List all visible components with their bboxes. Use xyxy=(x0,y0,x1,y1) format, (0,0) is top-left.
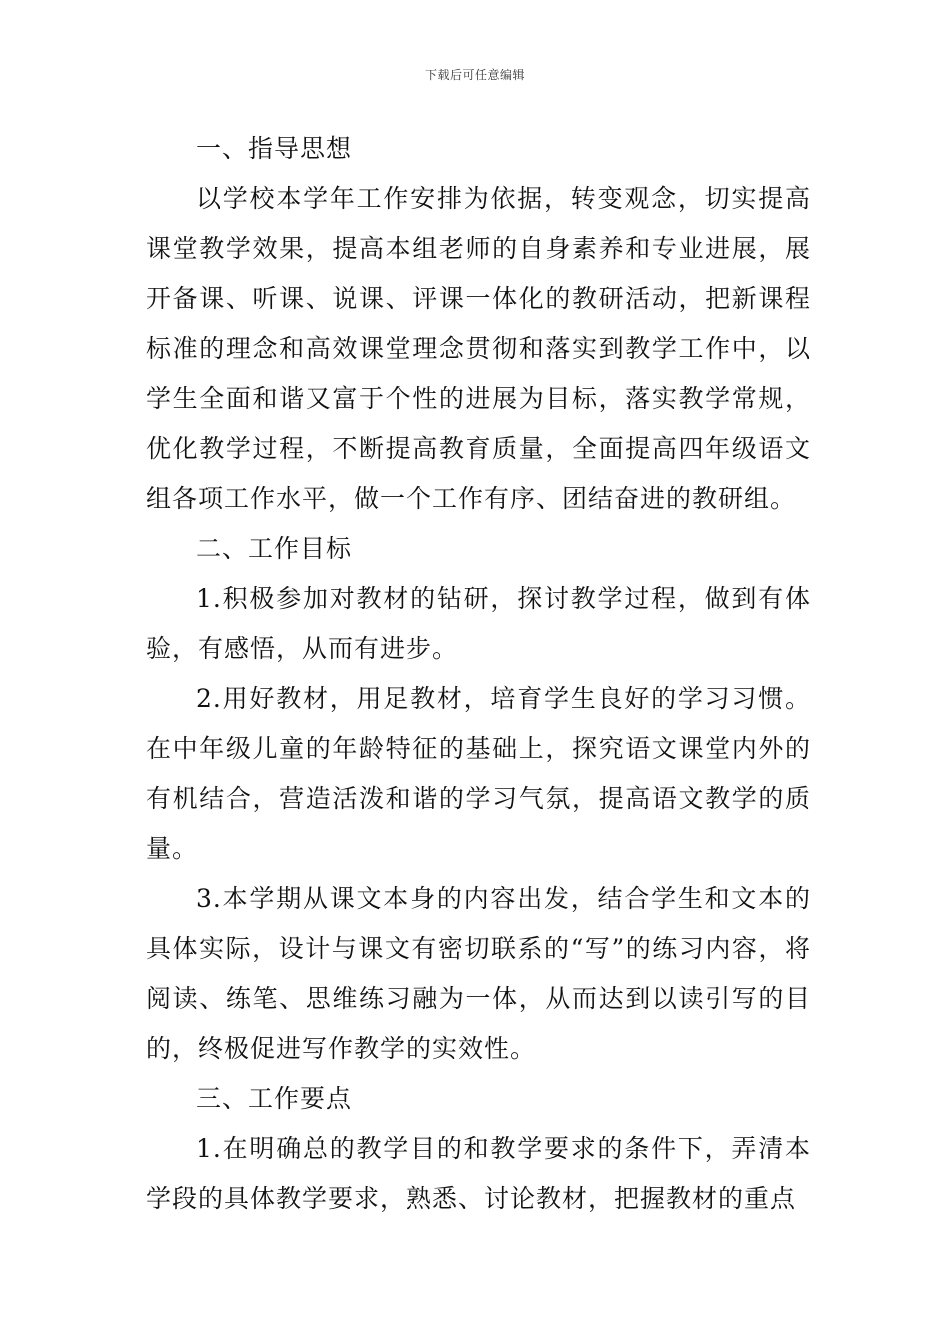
section-heading-guiding-ideology: 一、指导思想 xyxy=(196,134,353,163)
paragraph-goal-3: 3.本学期从课文本身的内容出发，结合学生和文本的具体实际，设计与课文有密切联系的“写”的练习内容，将阅读、练笔、思维练习融为一体，从而达到以读引写的目的，终极促进写作教学的实效性。 xyxy=(146,884,811,1063)
section-heading-work-points: 三、工作要点 xyxy=(196,1084,353,1113)
section-heading-work-goals: 二、工作目标 xyxy=(196,534,353,563)
paragraph-goal-2: 2.用好教材，用足教材，培育学生良好的学习习惯。在中年级儿童的年龄特征的基础上，探究语文课堂内外的有机结合，营造活泼和谐的学习气氛，提高语文教学的质量。 xyxy=(146,684,811,863)
paragraph-point-1: 1.在明确总的教学目的和教学要求的条件下，弄清本学段的具体教学要求，熟悉、讨论教材，把握教材的重点 xyxy=(146,1134,811,1213)
page-header: 下载后可任意编辑 xyxy=(424,68,525,82)
paragraph-guiding-ideology: 以学校本学年工作安排为依据，转变观念，切实提高课堂教学效果，提高本组老师的自身素养和专业进展，展开备课、听课、说课、评课一体化的教研活动，把新课程标准的理念和高效课堂理念贯彻和落实到教学工作中，以学生全面和谐又富于个性的进展为目标，落实教学常规，优化教学过程，不断提高教育质量，全面提高四年级语文组各项工作水平，做一个工作有序、团结奋进的教研组。 xyxy=(146,184,811,513)
paragraph-goal-1: 1.积极参加对教材的钻研，探讨教学过程，做到有体验，有感悟，从而有进步。 xyxy=(146,584,811,663)
document-body xyxy=(146,124,811,1224)
